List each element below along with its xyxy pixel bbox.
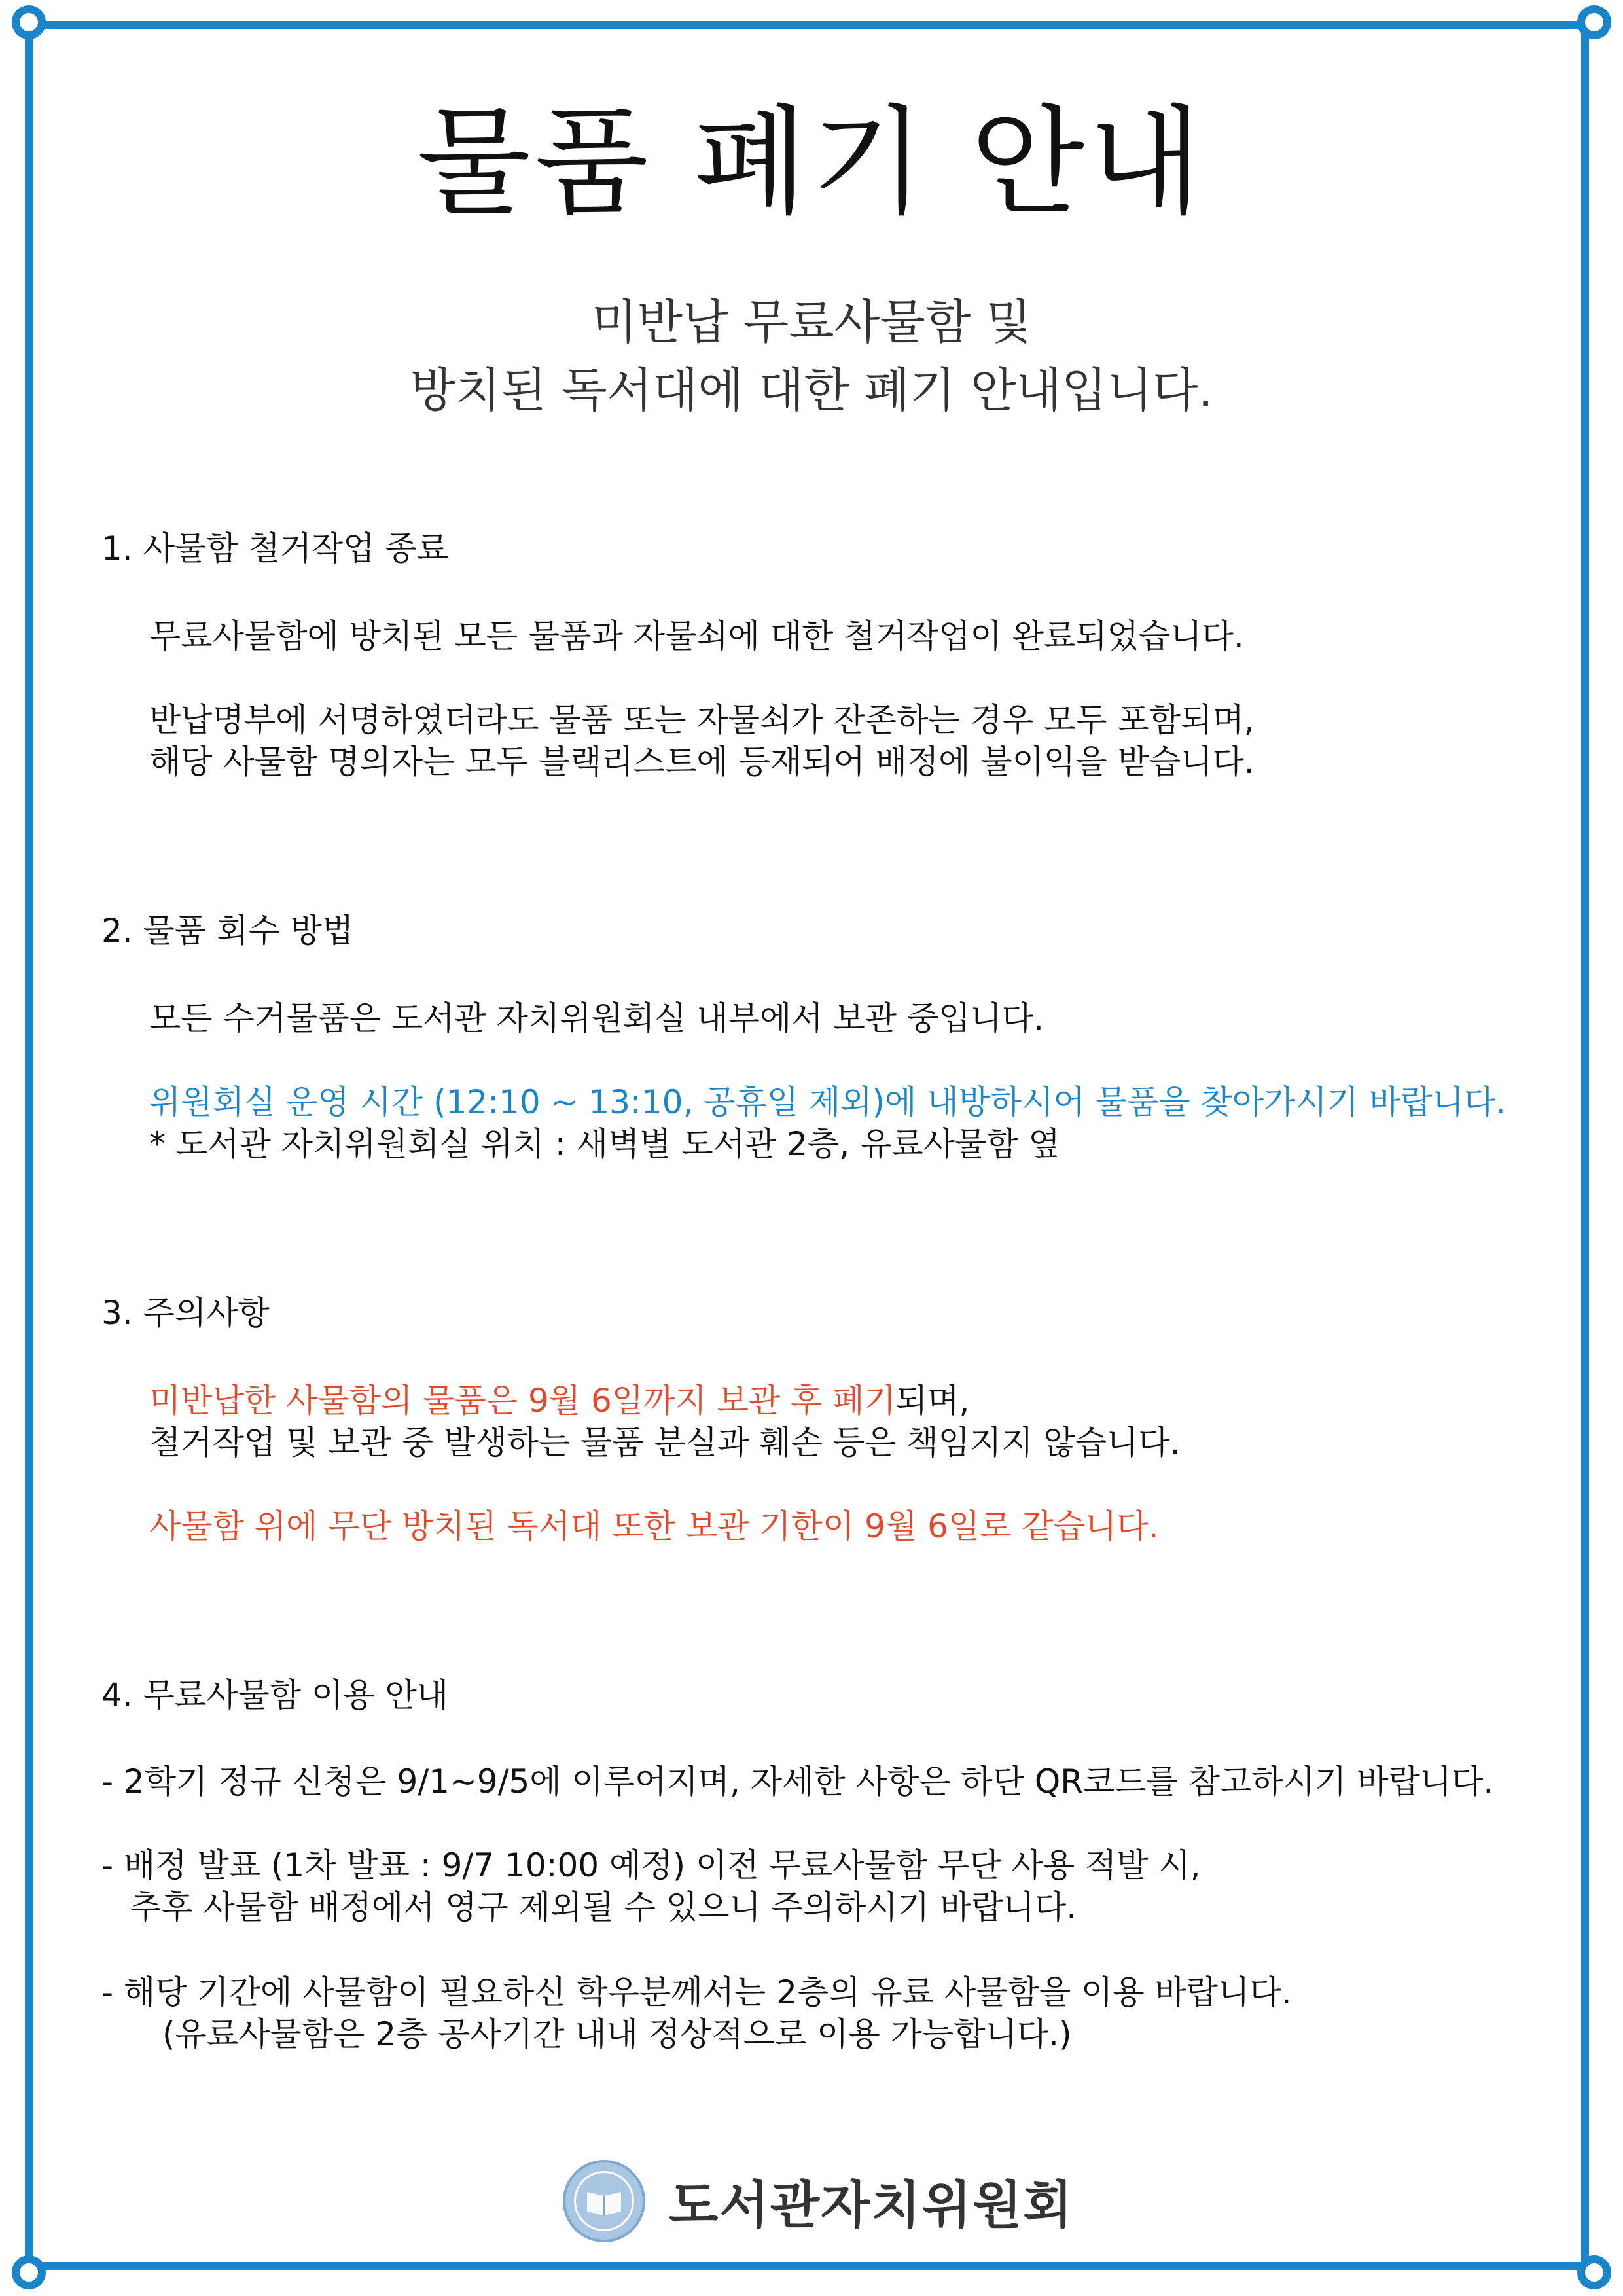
section-4-line-1: - 2학기 정규 신청은 9/1~9/5에 이루어지며, 자세한 사항은 하단 QR코드를 참고하시기 바랍니다.	[101, 1763, 1494, 1801]
section-3-warning-red: 미반납한 사물함의 물품은 9월 6일까지 보관 후 폐기	[149, 1382, 896, 1420]
section-3-heading: 3. 주의사항	[101, 1294, 270, 1332]
section-2-line-2-hours: 위원회실 운영 시간 (12:10 ~ 13:10, 공휴일 제외)에 내방하시어 물품을 찾아가시기 바랍니다.	[149, 1083, 1507, 1121]
section-3-line-1	[149, 1380, 969, 1422]
book-icon	[584, 2187, 624, 2215]
section-4-line-4: - 해당 기간에 사물함이 필요하신 학우분께서는 2층의 유료 사물함을 이용 바랍니다.	[101, 1973, 1292, 2011]
section-3-warning-rest: 되며,	[895, 1382, 970, 1420]
corner-circle	[12, 2255, 46, 2289]
section-1-line-3: 해당 사물함 명의자는 모두 블랙리스트에 등재되어 배정에 불이익을 받습니다.	[149, 743, 1255, 781]
corner-circle	[12, 5, 46, 39]
section-4-line-5: (유료사물함은 2층 공사기간 내내 정상적으로 이용 가능합니다.)	[162, 2015, 1072, 2053]
section-2-line-3-location: * 도서관 자치위원회실 위치 : 새벽별 도서관 2층, 유료사물함 옆	[149, 1125, 1060, 1163]
organization-logo	[563, 2160, 645, 2242]
section-4-heading: 4. 무료사물함 이용 안내	[101, 1676, 449, 1714]
section-3-line-2: 철거작업 및 보관 중 발생하는 물품 분실과 훼손 등은 책임지지 않습니다.	[149, 1424, 1181, 1462]
section-1-heading: 1. 사물함 철거작업 종료	[101, 529, 449, 567]
footer	[563, 2159, 1074, 2244]
organization-name: 도서관자치위원회	[669, 2176, 1074, 2235]
section-4-line-2: - 배정 발표 (1차 발표 : 9/7 10:00 예정) 이전 무료사물함 무단 사용 적발 시,	[101, 1846, 1201, 1884]
section-2-line-1: 모든 수거물품은 도서관 자치위원회실 내부에서 보관 중입니다.	[149, 999, 1044, 1037]
organization-logo-emblem	[574, 2171, 634, 2231]
section-2-heading: 2. 물품 회수 방법	[101, 912, 354, 950]
subtitle-line-2: 방치된 독서대에 대한 폐기 안내입니다.	[410, 363, 1213, 418]
section-4-line-3: 추후 사물함 배정에서 영구 제외될 수 있으니 주의하시기 바랍니다.	[130, 1888, 1077, 1926]
section-1-line-1: 무료사물함에 방치된 모든 물품과 자물쇠에 대한 철거작업이 완료되었습니다.	[149, 617, 1244, 655]
section-3-line-3: 사물함 위에 무단 방치된 독서대 또한 보관 기한이 9월 6일로 같습니다.	[149, 1507, 1159, 1545]
corner-circle	[1577, 5, 1611, 39]
subtitle-line-1: 미반납 무료사물함 및	[592, 295, 1031, 350]
subtitle	[0, 288, 1623, 424]
page-title: 물품 폐기 안내	[417, 94, 1206, 231]
section-1-line-2: 반납명부에 서명하였더라도 물품 또는 자물쇠가 잔존하는 경우 모두 포함되며,	[149, 701, 1255, 739]
corner-circle	[1577, 2255, 1611, 2289]
